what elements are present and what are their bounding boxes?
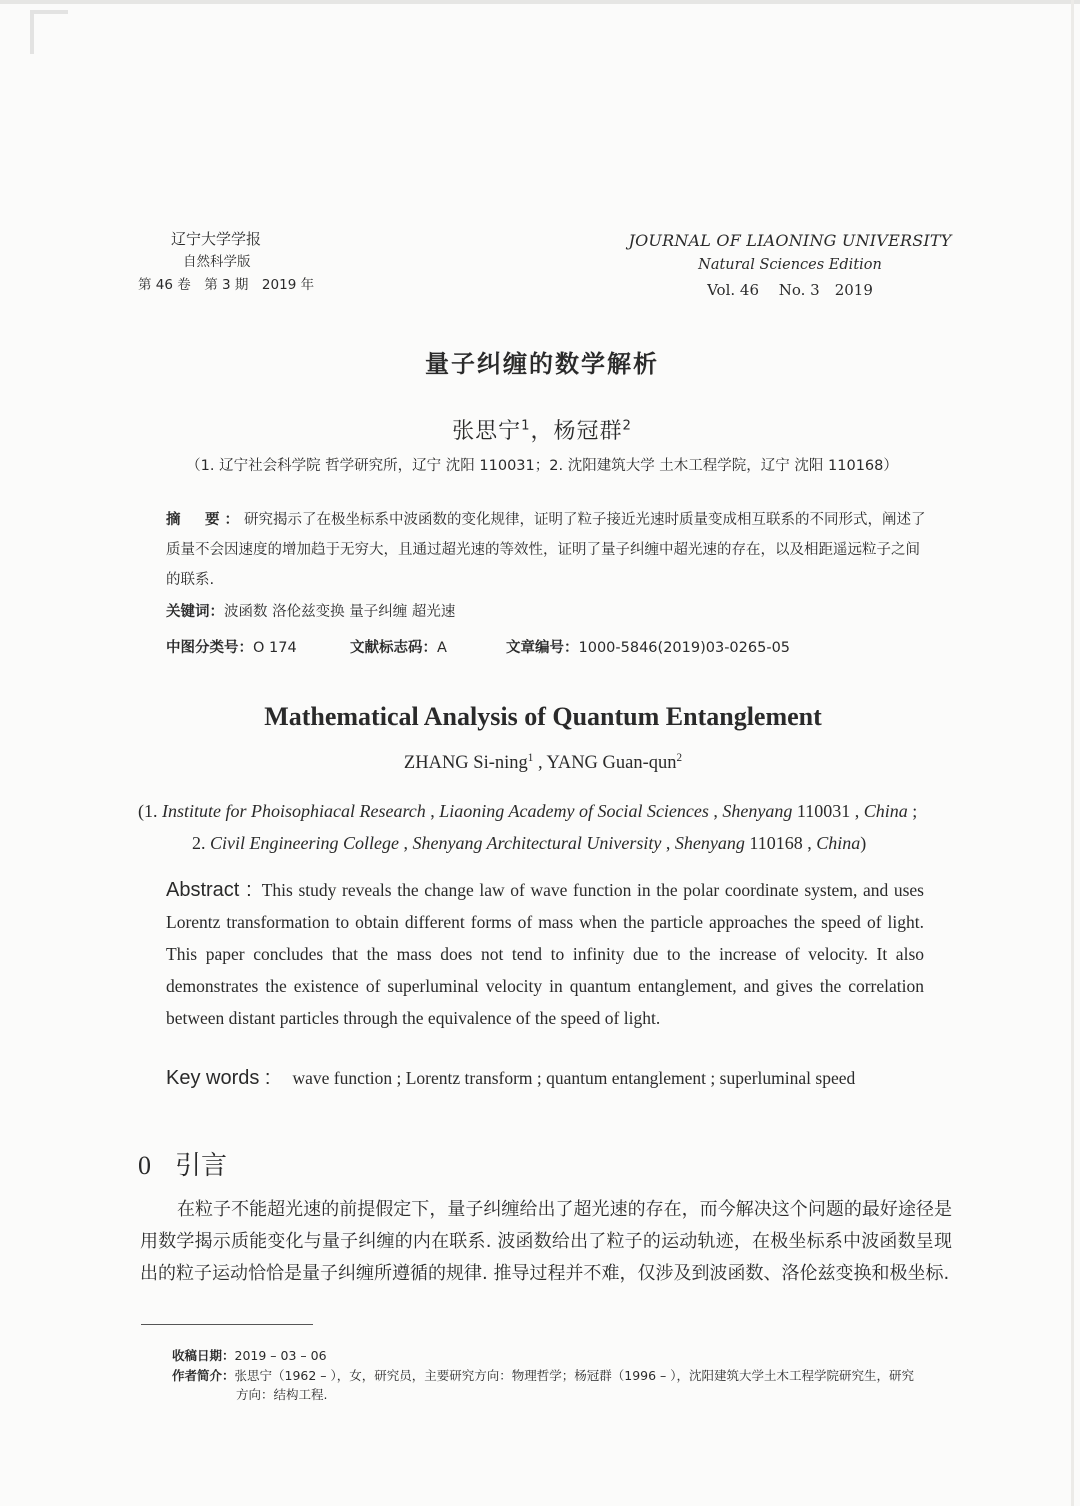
article-number-group [506,636,790,657]
affiliation-en [138,795,917,859]
journal-name-cn: 辽宁大学学报 [171,230,262,248]
journal-volume-en: Vol. 46 No. 3 2019 [707,281,873,299]
paper-title-en: Mathematical Analysis of Quantum Entanglement [264,702,822,731]
abstract-text-en: This study reveals the change law of wave function in the polar coordinate system, and uses Lorentz transformation to obtain different forms of mass when the particle approaches the speed of light. This paper concludes that the mass does not tend to infinity due to the increase of velocity. It also demonstrates the existence of superluminal velocity in quantum entanglement, and gives the correlation between distant particles through the equivalence of the speed of light. [166,880,924,1028]
clc-label: 中图分类号： [166,640,253,656]
author-name: YANG Guan-qun [546,753,677,774]
journal-edition-en: Natural Sciences Edition [698,257,882,273]
section-title: 引言 [175,1151,228,1181]
abstract-label-en: Abstract : [166,879,252,901]
journal-name-en: JOURNAL OF LIAONING UNIVERSITY [628,231,952,250]
affiliation-en-line-1: (1. Institute for Phoisophiacal Research , Liaoning Academy of Social Sciences , Shenyang 110031 , China ; [138,801,918,821]
author-bio-continued: 方向：结构工程. [236,1387,328,1402]
author-name: 杨冠群 [553,419,623,444]
keywords-label-cn: 关键词： [166,604,224,620]
article-number-label: 文章编号： [506,640,579,656]
affiliation-marker: 2 [676,752,683,764]
footnote-rule [141,1324,313,1325]
journal-header-en [620,228,960,303]
affiliation-cn: （1. 辽宁社会科学院 哲学研究所，辽宁 沈阳 110031；2. 沈阳建筑大学 土木工程学院，辽宁 沈阳 110168） [186,458,898,474]
bio-label: 作者简介： [172,1367,235,1383]
clc-value: O 174 [253,640,297,656]
affiliation-en-line-2: 2. Civil Engineering College , Shenyang Architectural University , Shenyang 110168 , China) [192,833,867,853]
scan-top-edge [0,0,1080,4]
authors-cn [0,414,1080,445]
scan-corner-mark [30,10,68,54]
journal-header-cn [138,228,315,297]
section-number: 0 [138,1151,151,1180]
clc-group [166,636,350,657]
abstract-cn [166,505,928,595]
doc-code-label: 文献标志码： [350,640,437,656]
classification-line [166,636,790,657]
article-number-value: 1000-5846(2019)03-0265-05 [578,640,791,656]
received-date [172,1346,952,1366]
author-name: ZHANG Si-ning [403,753,528,774]
keywords-text-cn: 波函数 洛伦兹变换 量子纠缠 超光速 [224,604,456,620]
received-label: 收稿日期： [172,1348,235,1363]
paper-title-cn: 量子纠缠的数学解析 [425,350,659,378]
journal-volume-cn: 第 46 卷 第 3 期 2019 年 [138,277,315,293]
doc-code-group [350,636,506,657]
received-value: 2019 – 03 – 06 [234,1348,327,1363]
journal-edition-cn: 自然科学版 [183,254,251,270]
affiliation-marker: 1 [527,752,534,764]
abstract-en [166,874,924,1034]
body-paragraph: 在粒子不能超光速的前提假定下，量子纠缠给出了超光速的存在，而今解决这个问题的最好途径是用数学揭示质能变化与量子纠缠的内在联系. 波函数给出了粒子的运动轨迹，在极坐标系中波函数呈现出的粒子运动恰恰是量子纠缠所遵循的规律. 推导过程并不难，仅涉及到波函数、洛伦兹变换和极坐标. [140,1199,952,1284]
author-separator: ， [530,419,554,444]
author-name: 张思宁 [452,419,522,444]
keywords-label-en: Key words : [166,1067,271,1089]
footnotes [172,1346,952,1405]
bio-text: 张思宁（1962 – ），女，研究员，主要研究方向：物理哲学；杨冠群（1996 – ），沈阳建筑大学土木工程学院研究生，研究 [234,1367,915,1383]
author-separator: , [533,753,547,774]
keywords-text-en: wave function ; Lorentz transform ; quantum entanglement ; superluminal speed [292,1068,856,1088]
abstract-text-cn: 研究揭示了在极坐标系中波函数的变化规律，证明了粒子接近光速时质量变成相互联系的不同形式，阐述了质量不会因速度的增加趋于无穷大，且通过超光速的等效性，证明了量子纠缠中超光速的存在，以及相距遥远粒子之间的联系. [166,512,926,588]
abstract-label-cn: 摘 要： [166,512,244,528]
affiliation-marker: 1 [521,418,531,434]
section-heading [138,1145,227,1182]
author-bio [172,1366,952,1386]
keywords-en [166,1067,855,1090]
authors-en [0,752,1080,774]
doc-code-value: A [437,640,447,656]
keywords-cn [166,600,455,621]
affiliation-marker: 2 [622,418,632,434]
